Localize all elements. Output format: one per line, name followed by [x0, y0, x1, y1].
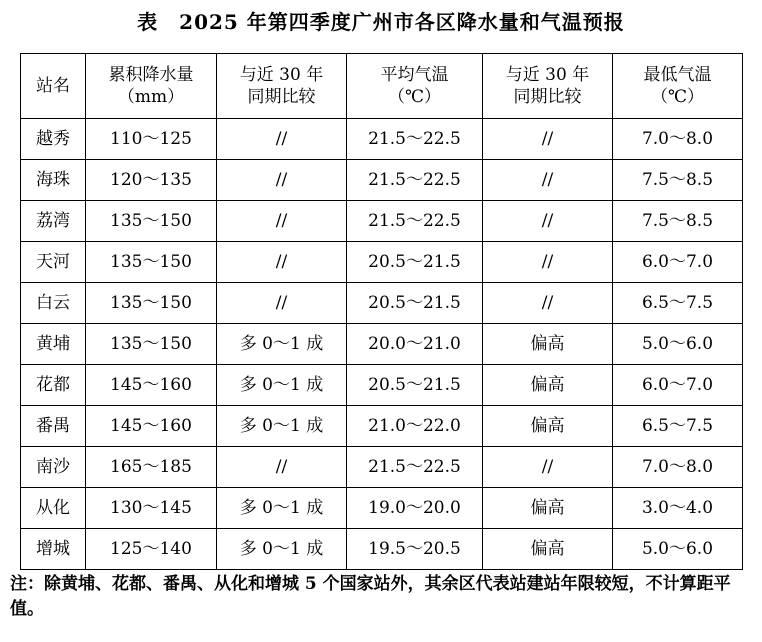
cell-station: 花都 [21, 365, 86, 406]
header-min-temp-line2: （℃） [650, 87, 705, 107]
cell-station: 黄埔 [21, 324, 86, 365]
cell-temp-compare: 偏高 [483, 488, 613, 529]
table-row [21, 201, 743, 242]
header-station: 站名 [21, 54, 86, 119]
table-row [21, 283, 743, 324]
cell-precip-compare: // [217, 447, 347, 488]
cell-temp-compare: // [483, 201, 613, 242]
table-row [21, 488, 743, 529]
cell-precip-compare: // [217, 160, 347, 201]
cell-min-temp: 3.0～4.0 [613, 488, 743, 529]
cell-temp-compare: 偏高 [483, 406, 613, 447]
cell-min-temp: 7.0～8.0 [613, 447, 743, 488]
cell-station: 荔湾 [21, 201, 86, 242]
cell-precip-compare: 多 0～1 成 [217, 324, 347, 365]
cell-precip-compare: // [217, 119, 347, 160]
table-row [21, 242, 743, 283]
header-precip-line1: 累积降水量 [108, 65, 194, 85]
header-temp-compare [483, 54, 613, 119]
cell-precip: 135～150 [86, 283, 217, 324]
cell-min-temp: 6.0～7.0 [613, 365, 743, 406]
cell-temp: 20.5～21.5 [347, 365, 483, 406]
cell-temp: 21.0～22.0 [347, 406, 483, 447]
cell-precip: 135～150 [86, 201, 217, 242]
header-precip-compare-line1: 与近 30 年 [239, 65, 324, 85]
header-precip [86, 54, 217, 119]
header-temp-compare-line2: 同期比较 [513, 87, 582, 107]
cell-precip: 145～160 [86, 406, 217, 447]
cell-station: 增城 [21, 529, 86, 570]
table-row [21, 119, 743, 160]
cell-min-temp: 6.0～7.0 [613, 242, 743, 283]
cell-precip: 135～150 [86, 242, 217, 283]
table-row [21, 365, 743, 406]
cell-temp-compare: // [483, 242, 613, 283]
cell-precip: 125～140 [86, 529, 217, 570]
cell-temp: 21.5～22.5 [347, 447, 483, 488]
cell-precip-compare: // [217, 201, 347, 242]
cell-temp: 21.5～22.5 [347, 119, 483, 160]
cell-temp: 20.5～21.5 [347, 242, 483, 283]
cell-station: 番禺 [21, 406, 86, 447]
cell-min-temp: 7.5～8.5 [613, 201, 743, 242]
cell-station: 白云 [21, 283, 86, 324]
cell-precip-compare: 多 0～1 成 [217, 365, 347, 406]
cell-temp-compare: 偏高 [483, 324, 613, 365]
cell-station: 南沙 [21, 447, 86, 488]
cell-temp: 19.5～20.5 [347, 529, 483, 570]
cell-precip-compare: 多 0～1 成 [217, 488, 347, 529]
header-temp-compare-line1: 与近 30 年 [505, 65, 590, 85]
cell-precip-compare: 多 0～1 成 [217, 406, 347, 447]
cell-temp-compare: 偏高 [483, 365, 613, 406]
table-row [21, 324, 743, 365]
table-note: 注：除黄埔、花都、番禺、从化和增城 5 个国家站外，其余区代表站建站年限较短，不计算距平值。 [10, 574, 731, 619]
cell-precip-compare: 多 0～1 成 [217, 529, 347, 570]
cell-min-temp: 5.0～6.0 [613, 324, 743, 365]
header-precip-line2: （mm） [117, 87, 185, 107]
cell-min-temp: 5.0～6.0 [613, 529, 743, 570]
cell-temp-compare: 偏高 [483, 529, 613, 570]
cell-station: 天河 [21, 242, 86, 283]
header-min-temp-line1: 最低气温 [643, 65, 712, 85]
forecast-table [20, 53, 743, 570]
cell-temp: 21.5～22.5 [347, 201, 483, 242]
cell-temp-compare: // [483, 119, 613, 160]
header-precip-compare-line2: 同期比较 [247, 87, 316, 107]
table-row [21, 406, 743, 447]
cell-precip: 110～125 [86, 119, 217, 160]
cell-temp-compare: // [483, 447, 613, 488]
cell-precip: 120～135 [86, 160, 217, 201]
cell-station: 海珠 [21, 160, 86, 201]
cell-precip: 135～150 [86, 324, 217, 365]
header-temp-line1: 平均气温 [380, 65, 449, 85]
cell-station: 从化 [21, 488, 86, 529]
cell-precip-compare: // [217, 283, 347, 324]
table-row [21, 160, 743, 201]
table-row [21, 529, 743, 570]
header-min-temp [613, 54, 743, 119]
cell-temp-compare: // [483, 160, 613, 201]
cell-precip: 145～160 [86, 365, 217, 406]
table-title: 表 2025 年第四季度广州市各区降水量和气温预报 [137, 10, 625, 34]
cell-temp-compare: // [483, 283, 613, 324]
cell-min-temp: 6.5～7.5 [613, 283, 743, 324]
header-row [21, 54, 743, 119]
header-precip-compare [217, 54, 347, 119]
cell-temp: 21.5～22.5 [347, 160, 483, 201]
table-row [21, 447, 743, 488]
cell-min-temp: 7.5～8.5 [613, 160, 743, 201]
cell-precip: 130～145 [86, 488, 217, 529]
cell-temp: 19.0～20.0 [347, 488, 483, 529]
cell-temp: 20.5～21.5 [347, 283, 483, 324]
cell-precip: 165～185 [86, 447, 217, 488]
header-temp-line2: （℃） [387, 87, 442, 107]
cell-temp: 20.0～21.0 [347, 324, 483, 365]
cell-min-temp: 7.0～8.0 [613, 119, 743, 160]
cell-min-temp: 6.5～7.5 [613, 406, 743, 447]
cell-station: 越秀 [21, 119, 86, 160]
cell-precip-compare: // [217, 242, 347, 283]
header-temp [347, 54, 483, 119]
